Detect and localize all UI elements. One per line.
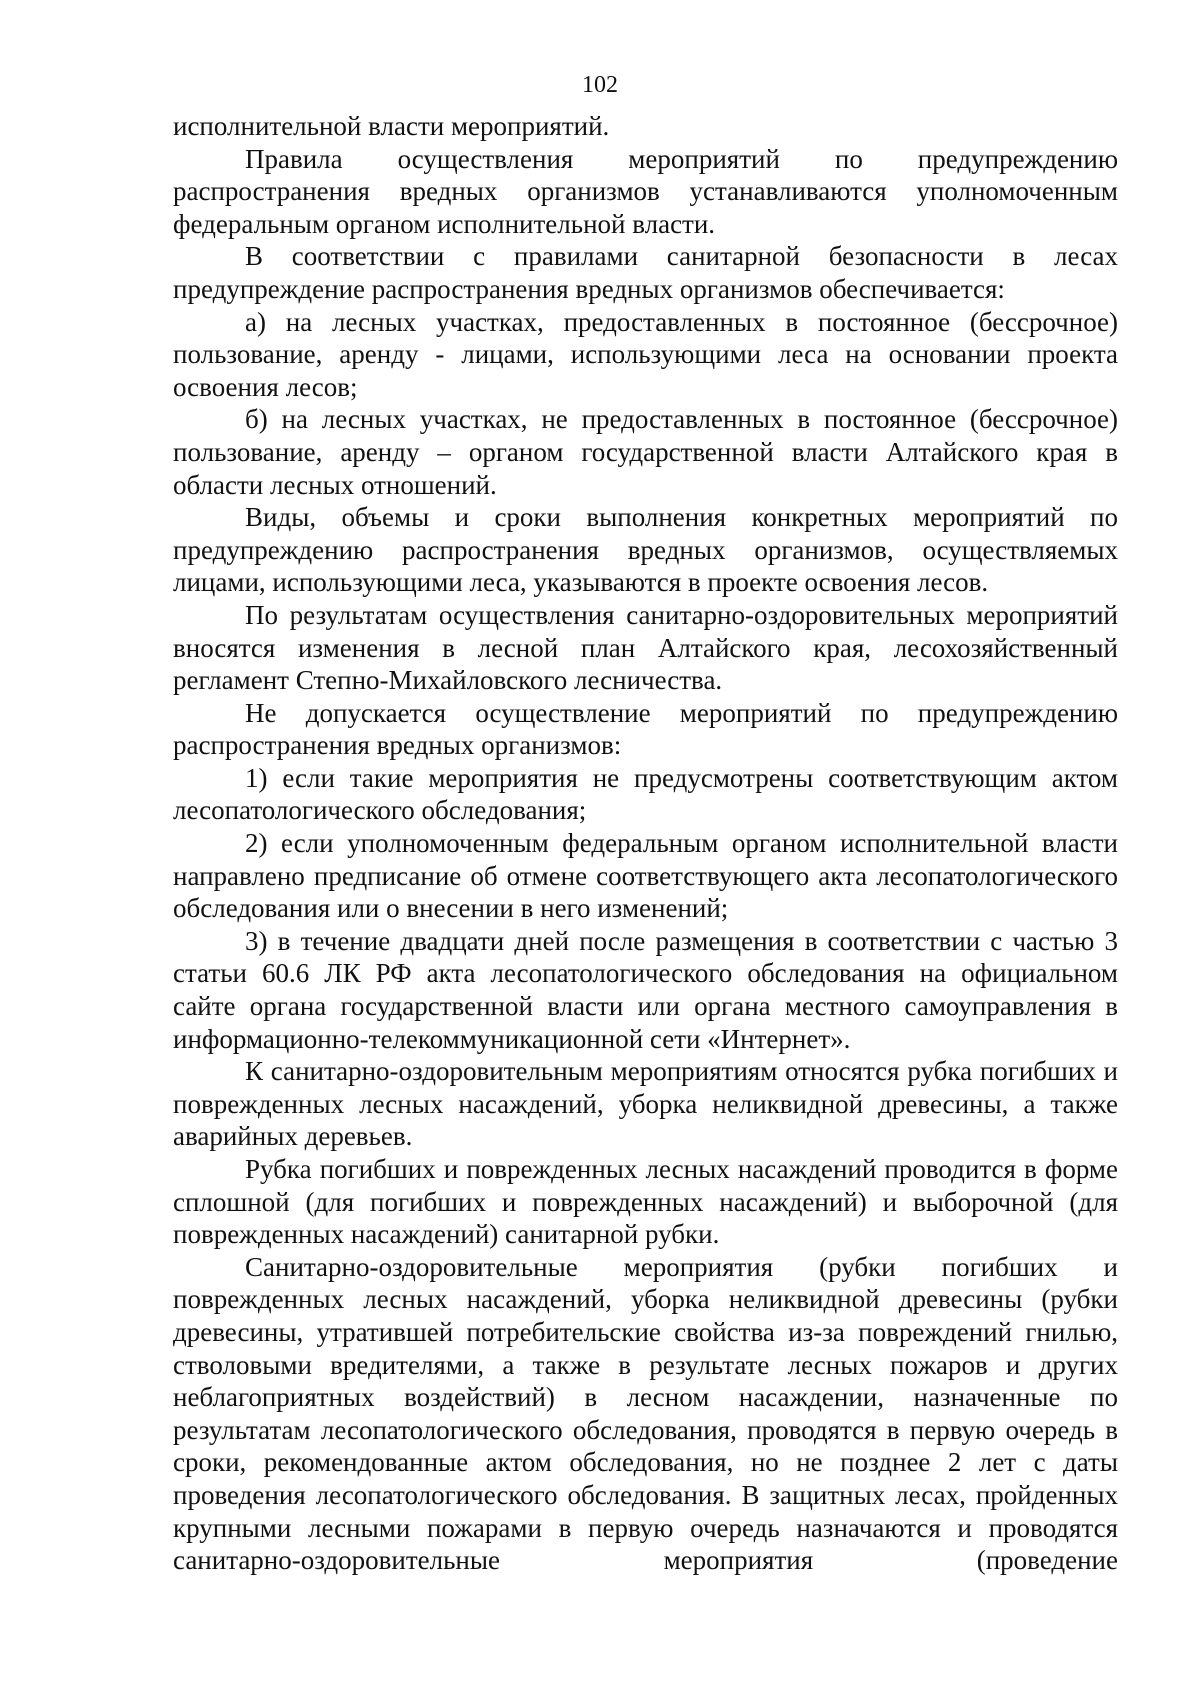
paragraph-types-volumes: Виды, объемы и сроки выполнения конкретных мероприятий по предупреждению распространения вредных организмов, осуществляемых лицами, использующими леса, указываются в проекте освоения лесов. (173, 502, 1118, 598)
document-body (173, 110, 1118, 1577)
paragraph-sanitary-measures: К санитарно-оздоровительным мероприятиям относятся рубка погибших и поврежденных лесных насаждений, уборка неликвидной древесины, а также аварийных деревьев. (173, 1056, 1118, 1152)
list-item-3: 3) в течение двадцати дней после размещения в соответствии с частью 3 статьи 60.6 ЛК РФ акта лесопатологического обследования на официальном сайте органа государственной власти или органа местного самоуправления в информационно-телекоммуникационной сети «Интернет». (173, 925, 1118, 1054)
paragraph-rules: Правила осуществления мероприятий по предупреждению распространения вредных организмов устанавливаются уполномоченным федеральным органом исполнительной власти. (173, 143, 1118, 239)
paragraph-sanitary-timing: Санитарно-оздоровительные мероприятия (рубки погибших и поврежденных лесных насаждений, уборка неликвидной древесины (рубки древесины, утратившей потребительские свойства из-за повреждений гнилью, стволовыми вредителями, а также в результате лесных пожаров и других неблагоприятных воздействий) в лесном насаждении, назначенные по результатам лесопатологического обследования, проводятся в первую очередь в сроки, рекомендованные актом обследования, но не позднее 2 лет с даты проведения лесопатологического обследования. В защитных лесах, пройденных крупными лесными пожарами в первую очередь назначаются и проводятся санитарно-оздоровительные мероприятия (проведение (173, 1251, 1118, 1576)
paragraph-sanitary-safety: В соответствии с правилами санитарной безопасности в лесах предупреждение распространения вредных организмов обеспечивается: (173, 241, 1118, 304)
list-item-b: б) на лесных участках, не предоставленных в постоянное (бессрочное) пользование, аренду – органом государственной власти Алтайского края в области лесных отношений. (173, 404, 1118, 500)
list-item-a: а) на лесных участках, предоставленных в постоянное (бессрочное) пользование, аренду - лицами, использующими леса на основании проекта освоения лесов; (173, 306, 1118, 402)
list-item-2: 2) если уполномоченным федеральным органом исполнительной власти направлено предписание об отмене соответствующего акта лесопатологического обследования или о внесении в него изменений; (173, 828, 1118, 924)
paragraph-results: По результатам осуществления санитарно-оздоровительных мероприятий вносятся изменения в лесной план Алтайского края, лесохозяйственный регламент Степно-Михайловского лесничества. (173, 599, 1118, 696)
paragraph-continuation: исполнительной власти мероприятий. (173, 111, 610, 141)
page-number: 102 (582, 72, 618, 98)
list-item-1: 1) если такие мероприятия не предусмотрены соответствующим актом лесопатологического обследования; (173, 762, 1118, 826)
paragraph-not-allowed: Не допускается осуществление мероприятий по предупреждению распространения вредных организмов: (173, 697, 1118, 761)
paragraph-felling-forms: Рубка погибших и поврежденных лесных насаждений проводится в форме сплошной (для погибших и поврежденных насаждений) и выборочной (для поврежденных насаждений) санитарной рубки. (173, 1154, 1118, 1250)
